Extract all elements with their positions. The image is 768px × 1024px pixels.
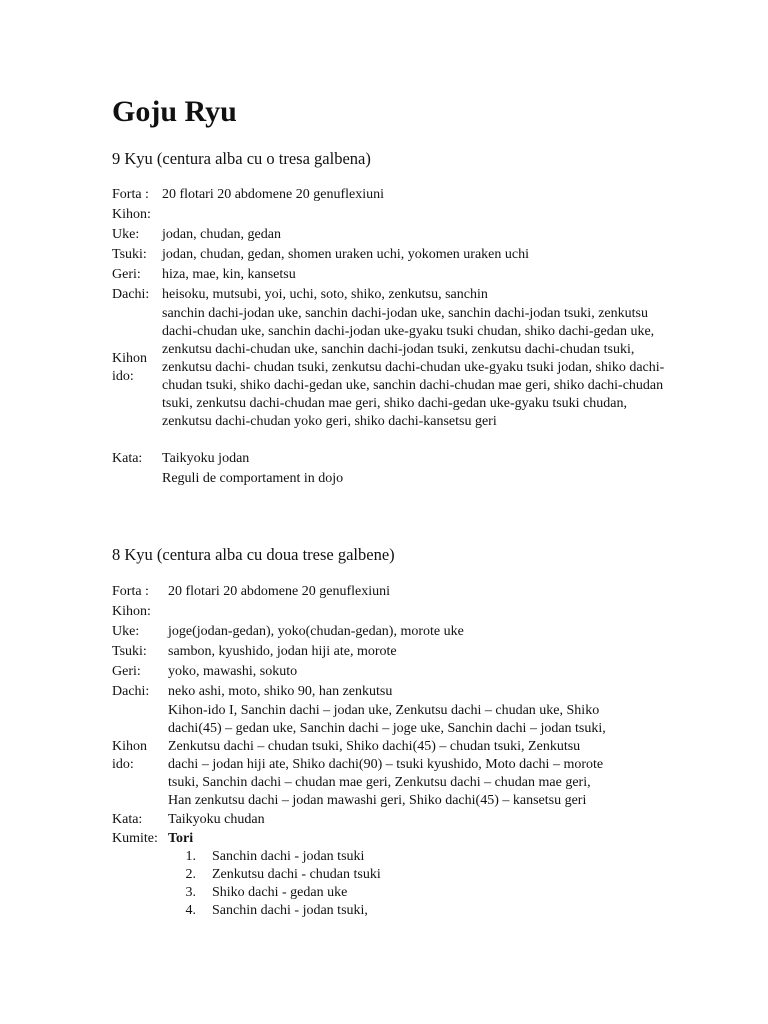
kihon-ido-text: sanchin dachi-jodan uke, sanchin dachi-jodan uke, sanchin dachi-jodan tsuki, zenkutsu dachi-chudan uke, sanchin dachi-jodan uke-gyaku tsuki chudan, shiko dachi-gedan uke, zenkutsu dachi-chudan uke, sanchin dachi-jodan tsuki, zenkutsu dachi-chudan tsuki, zenkutsu dachi- chudan tsuki, zenkutsu dachi-chudan uke-gyaku tsuki jodan, shiko dachi-chudan tsuki, shiko dachi-gedan uke, sanchin dachi-chudan mae geri, shiko dachi-chudan tsuki, zenkutsu dachi-chudan mae geri, shiko dachi-gedan uke-gyaku tsuki chudan, zenkutsu dachi-chudan yoko geri, shiko dachi-kansetsu geri [162, 306, 665, 429]
list-item [168, 884, 347, 902]
list-number: 4. [185, 903, 196, 918]
row-label: Dachi: [112, 684, 150, 699]
row-kata-extra [112, 470, 688, 488]
row-value: jodan, chudan, gedan [162, 227, 281, 242]
row-label: Forta : [112, 187, 149, 202]
row-kihon [112, 603, 688, 621]
row-label: Uke: [112, 624, 140, 639]
list-text: Shiko dachi - gedan uke [212, 885, 348, 900]
row-value: neko ashi, moto, shiko 90, han zenkutsu [168, 684, 393, 699]
row-kata [112, 450, 688, 468]
kihon-ido-label: Kihon ido: [112, 351, 147, 384]
row-kihon [112, 206, 688, 224]
row-label: Uke: [112, 227, 140, 242]
list-number: 3. [185, 885, 196, 900]
row-value: yoko, mawashi, sokuto [168, 664, 298, 679]
page-title: Goju Ryu [112, 95, 237, 128]
row-forta [112, 186, 688, 204]
row-uke [112, 623, 688, 641]
row-dachi [112, 286, 688, 304]
row-label: Kihon: [112, 207, 151, 222]
row-label: Kumite: [112, 831, 158, 846]
row-geri [112, 663, 688, 681]
row-value [162, 206, 688, 224]
row-kumite [112, 830, 688, 848]
row-label: Geri: [112, 664, 141, 679]
row-value: hiza, mae, kin, kansetsu [162, 267, 296, 282]
row-geri [112, 266, 688, 284]
section-heading-8-kyu: 8 Kyu (centura alba cu doua trese galbene) [112, 545, 395, 564]
list-item [168, 902, 368, 920]
row-label: Tsuki: [112, 247, 147, 262]
row-tsuki [112, 246, 688, 264]
row-label: Dachi: [112, 287, 150, 302]
row-label: Tsuki: [112, 644, 147, 659]
kihon-ido-label: Kihon ido: [112, 739, 147, 772]
list-text: Sanchin dachi - jodan tsuki, [212, 903, 368, 918]
row-value: Taikyoku chudan [168, 812, 265, 827]
row-value: 20 flotari 20 abdomene 20 genuflexiuni [168, 584, 390, 599]
row-label: Kihon: [112, 604, 151, 619]
row-label: Kata: [112, 451, 143, 466]
row-label: Kata: [112, 812, 143, 827]
row-value: Taikyoku jodan [162, 451, 250, 466]
row-kata [112, 811, 688, 829]
list-item [168, 866, 381, 884]
row-dachi [112, 683, 688, 701]
list-text: Sanchin dachi - jodan tsuki [212, 849, 365, 864]
kihon-ido-row [112, 305, 672, 431]
section-heading-9-kyu: 9 Kyu (centura alba cu o tresa galbena) [112, 149, 371, 168]
list-number: 1. [185, 849, 196, 864]
kumite-tori: Tori [168, 831, 194, 846]
row-value: 20 flotari 20 abdomene 20 genuflexiuni [162, 187, 384, 202]
row-uke [112, 226, 688, 244]
row-value: sambon, kyushido, jodan hiji ate, morote [168, 644, 397, 659]
list-text: Zenkutsu dachi - chudan tsuki [212, 867, 381, 882]
row-value [168, 603, 688, 621]
row-value: Reguli de comportament in dojo [162, 471, 344, 486]
row-forta [112, 583, 688, 601]
kihon-ido-row [112, 702, 612, 810]
row-value: jodan, chudan, gedan, shomen uraken uchi, yokomen uraken uchi [162, 247, 530, 262]
row-value: heisoku, mutsubi, yoi, uchi, soto, shiko, zenkutsu, sanchin [162, 287, 488, 302]
list-number: 2. [185, 867, 196, 882]
kihon-ido-text: Kihon-ido I, Sanchin dachi – jodan uke, Zenkutsu dachi – chudan uke, Shiko dachi(45) – gedan uke, Sanchin dachi – joge uke, Sanchin dachi – jodan tsuki, Zenkutsu dachi – chudan tsuki, Shiko dachi(45) – chudan tsuki, Zenkutsu dachi – jodan hiji ate, Shiko dachi(90) – tsuki kyushido, Moto dachi – morote tsuki, Sanchin dachi – chudan mae geri, Zenkutsu dachi – chudan mae geri, Han zenkutsu dachi – jodan mawashi geri, Shiko dachi(45) – kansetsu geri [168, 703, 606, 808]
row-tsuki [112, 643, 688, 661]
row-value: joge(jodan-gedan), yoko(chudan-gedan), morote uke [168, 624, 464, 639]
list-item [168, 848, 364, 866]
row-label: Forta : [112, 584, 149, 599]
row-label: Geri: [112, 267, 141, 282]
